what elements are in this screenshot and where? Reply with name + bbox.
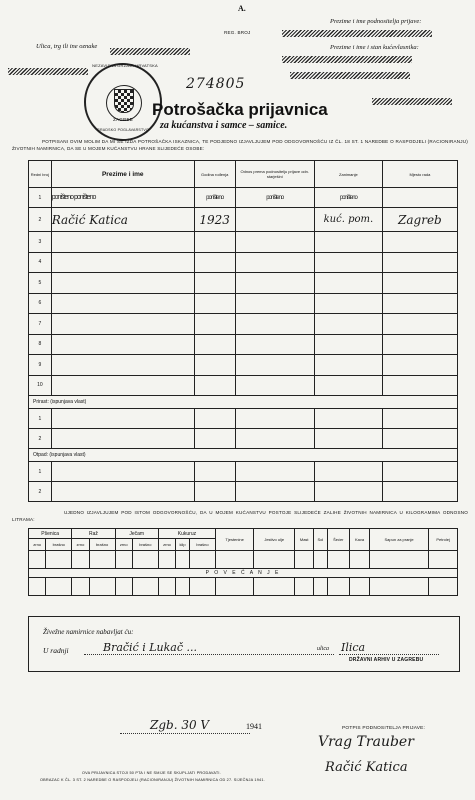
form-letter: A. (238, 4, 246, 13)
table-row (29, 578, 458, 596)
signature-2: Račić Katica (325, 760, 408, 775)
table-row: 8 (29, 334, 458, 355)
year-cell: 1923 (194, 208, 235, 232)
table-row: 10 (29, 375, 458, 396)
struck-entry (372, 98, 452, 105)
col-relation: Odnos prema podnositelju prijave odn. starješini (235, 161, 314, 188)
seal-city: ZAGREB (113, 117, 133, 122)
handwritten-number: 274805 (186, 76, 246, 92)
col-place: Mjesto rada (382, 161, 457, 188)
persons-table (28, 160, 458, 502)
signature-1: Vrag Trauber (318, 734, 414, 750)
job-cell: kuć. pom. (314, 208, 382, 232)
archive-stamp: DRŽAVNI ARHIV U ZAGREBU (349, 657, 424, 663)
table-row: 1 (29, 409, 458, 429)
place-cell: Zagreb (382, 208, 457, 232)
struck-entry (282, 56, 412, 63)
signature-label: POTPIS PODNOSITELJA PRIJAVE: (342, 726, 426, 731)
official-seal (84, 63, 162, 141)
seal-text: NEZAVISNA DRŽAVA HRVATSKA (92, 63, 158, 68)
coat-of-arms-icon (114, 89, 134, 113)
otpad-label: Otpad: (ispunjava vlast) (29, 449, 458, 462)
intro-text: POTPISANI OVIM MOLIM DA MI SE IZDA POTROŠAČKA ISKAZNICA, TE PODJEDNO IZJAVLJUJEM POD ODGOVORNOŠĆU IZ ČL. 18 ST. 1 NAREDBE O RASPODJELI (RACIONIRANJU) ŽIVOTNIH NAMIRNICA, DA SE U MOJEM KUĆANSTVU HRANE SLIJEDEĆE OSOBE: (12, 139, 468, 151)
struck-entry (290, 72, 410, 79)
name-cell: poništeno poništeno (51, 188, 194, 208)
form-title: Potrošačka prijavnica (152, 100, 328, 119)
shop-box (28, 616, 460, 672)
year-cell: poništeno (194, 188, 235, 208)
table-row: 1 (29, 462, 458, 482)
footnote-2: OBRAZAC K ČL. 3 ST. 2 NAREDBE O RASPODJELI (RACIONIRANJU) ŽIVOTNIH NAMIRNICA OD 27. SIJEČNJA 1941. (40, 778, 265, 782)
col-year: Godina rođenja (194, 161, 235, 188)
name-cell: Račić Katica (51, 208, 194, 232)
table-row: 2 (29, 482, 458, 502)
shop-name: Bračić i Lukač ... (103, 641, 198, 654)
relation-cell (235, 208, 314, 232)
year-printed: 1941 (246, 722, 262, 731)
job-cell: poništeno (314, 188, 382, 208)
table-row: 5 (29, 273, 458, 294)
date-handwritten: Zgb. 30 V (150, 718, 210, 732)
prirast-label: Prirast: (ispunjava vlast) (29, 396, 458, 409)
form-subtitle: za kućanstva i samce – samice. (160, 120, 288, 131)
col-name: Prezime i ime (51, 161, 194, 188)
table-row (29, 551, 458, 569)
table-row: 7 (29, 314, 458, 335)
reg-broj-label: REG. BROJ (224, 30, 251, 35)
table-row: 2 (29, 429, 458, 449)
stock-table: Pšenica Raž Ječam Kukuruz Tjestenine Jestivo ulje Mast Sol Šećer Kava Sapun za pranje Petrolej zrno brašno zrno brašno zrno brašno zrno klip brašno P O V E Ć A N J E (28, 528, 458, 596)
col-job: Zanimanje (314, 161, 382, 188)
table-row: 1 poništeno poništeno poništeno poništeno poništeno (29, 188, 458, 208)
ulica-label: ulica (317, 646, 329, 652)
footnote-1: OVA PRIJAVNICA STOJI 50 PTA I NE SMIJE SE SKUPLJATI PRODAVATI. (82, 771, 221, 775)
table-row: 2 Račić Katica 1923 kuć. pom. Zagreb (29, 208, 458, 232)
table-row: 9 (29, 355, 458, 376)
place-cell (382, 188, 457, 208)
relation-cell: poništeno (235, 188, 314, 208)
table-row: 4 (29, 252, 458, 273)
u-radnji-label: U radnji (43, 646, 69, 655)
stock-text: UJEDNO IZJAVLJUJEM POD ISTOM ODGOVORNOŠĆU, DA U MOJEM KUĆANSTVU POSTOJE SLIJEDEĆE ZALIHE ŽIVOTNIH NAMIRNICA U KILOGRAMIMA ODNOSNO LITRAMA: (12, 510, 468, 522)
street-label: Ulica, trg ili ine oznake (36, 43, 98, 50)
table-row: 3 (29, 232, 458, 253)
street-name: Ilica (341, 641, 366, 654)
povecanje-label: P O V E Ć A N J E (29, 569, 458, 578)
struck-entry (8, 68, 88, 75)
struck-entry (282, 30, 432, 37)
seal-office: GRADSKO POGLAVARSTVO (97, 128, 149, 132)
applicant-label: Prezime i ime podnositelja prijave: (330, 18, 422, 25)
struck-entry (110, 48, 190, 55)
table-row: 6 (29, 293, 458, 314)
col-rb: Redni broj (29, 161, 52, 188)
nabavljat-label: Živežne namirnice nabavljat ću: (43, 628, 134, 636)
landlord-label: Prezime i ime i stan kućevlasnika: (330, 44, 419, 51)
